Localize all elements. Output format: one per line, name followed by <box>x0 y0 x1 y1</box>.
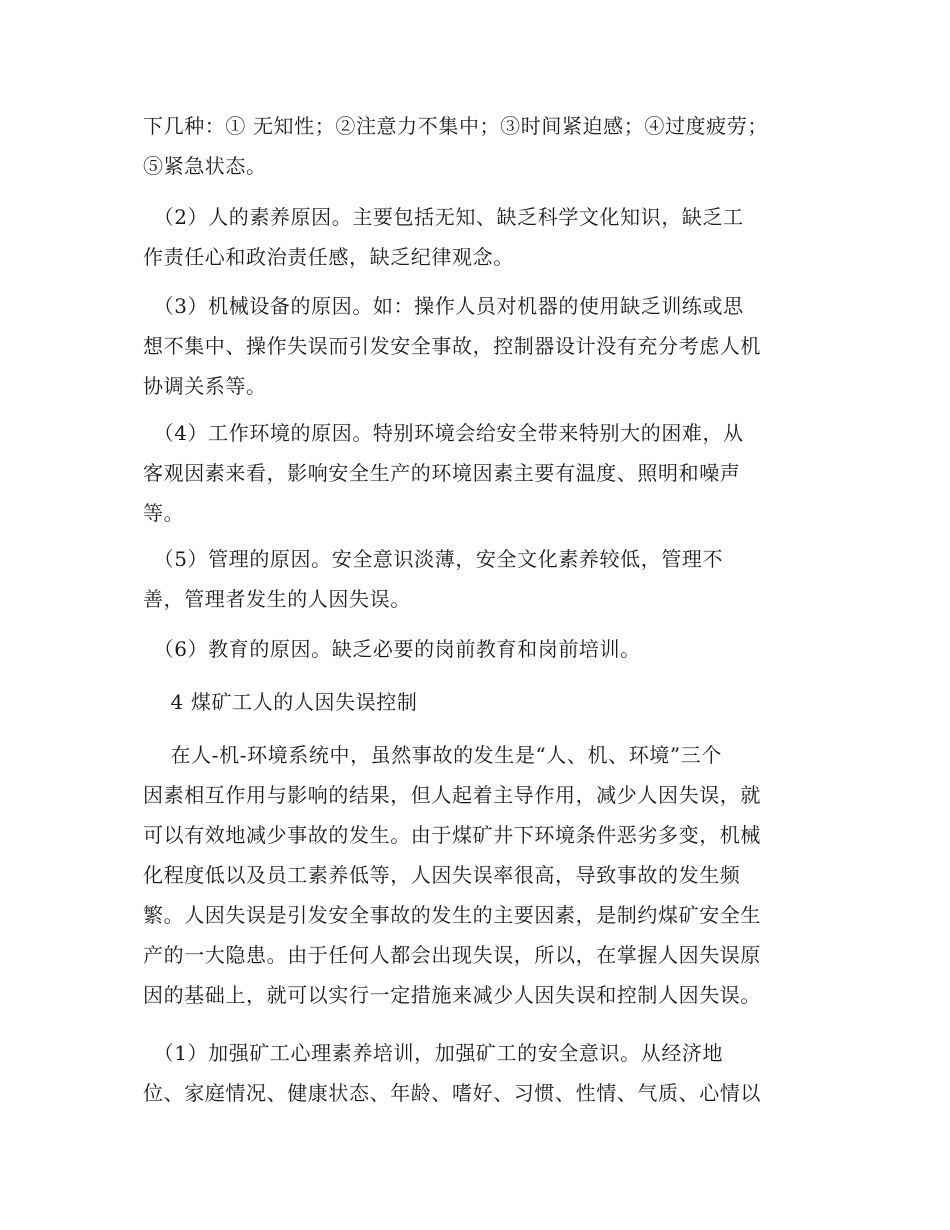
paragraph-training-measure <box>143 1033 808 1113</box>
text-line: 善，管理者发生的人因失误。 <box>143 587 411 611</box>
text-line: 客观因素来看，影响安全生产的环境因素主要有温度、照明和噪声 <box>143 461 741 485</box>
text-line: 化程度低以及员工素养低等，人因失误率很高，导致事故的发生频 <box>143 863 741 887</box>
text-line: （1）加强矿工心理素养培训，加强矿工的安全意识。从经济地 <box>143 1041 724 1065</box>
text-line: 协调关系等。 <box>143 374 267 398</box>
paragraph-quality-cause <box>143 197 808 277</box>
paragraph-education-cause <box>143 629 808 669</box>
text-line: 产的一大隐患。由于任何人都会出现失误，所以，在掌握人因失误原 <box>143 943 761 967</box>
text-line: （4）工作环境的原因。特别环境会给安全带来特别大的困难，从 <box>143 421 744 445</box>
text-line: 想不集中、操作失误而引发安全事故，控制器设计没有充分考虑人机 <box>143 334 761 358</box>
text-line: 在人-机-环境系统中，虽然事故的发生是“人、机、环境”三个 <box>143 743 722 767</box>
text-line: 位、家庭情况、健康状态、年龄、嗜好、习惯、性情、气质、心情以 <box>143 1081 761 1105</box>
text-line: 繁。人因失误是引发安全事故的发生的主要因素，是制约煤矿安全生 <box>143 903 761 927</box>
paragraph-control-intro <box>143 735 808 1015</box>
text-line: （5）管理的原因。安全意识淡薄，安全文化素养较低，管理不 <box>143 547 724 571</box>
text-line: 等。 <box>143 501 185 525</box>
text-line: 作责任心和政治责任感，缺乏纪律观念。 <box>143 245 514 269</box>
paragraph-machine-cause <box>143 286 808 406</box>
text-line: ⑤紧急状态。 <box>143 154 267 178</box>
text-line: （2）人的素养原因。主要包括无知、缺乏科学文化知识，缺乏工 <box>143 205 744 229</box>
text-line: 可以有效地减少事故的发生。由于煤矿井下环境条件恶劣多变，机械 <box>143 823 761 847</box>
text-line: 因的基础上，就可以实行一定措施来减少人因失误和控制人因失误。 <box>143 983 761 1007</box>
text-line: 因素相互作用与影响的结果，但人起着主导作用，减少人因失误，就 <box>143 783 761 807</box>
paragraph-error-types <box>143 106 808 186</box>
section-heading <box>143 682 808 722</box>
text-line: 下几种：① 无知性；②注意力不集中；③时间紧迫感；④过度疲劳； <box>143 114 768 138</box>
paragraph-management-cause <box>143 539 808 619</box>
paragraph-environment-cause <box>143 413 808 533</box>
text-line: （6）教育的原因。缺乏必要的岗前教育和岗前培训。 <box>143 637 641 661</box>
text-line: （3）机械设备的原因。如：操作人员对机器的使用缺乏训练或思 <box>143 294 744 318</box>
section-title: 4 煤矿工人的人因失误控制 <box>143 690 418 714</box>
